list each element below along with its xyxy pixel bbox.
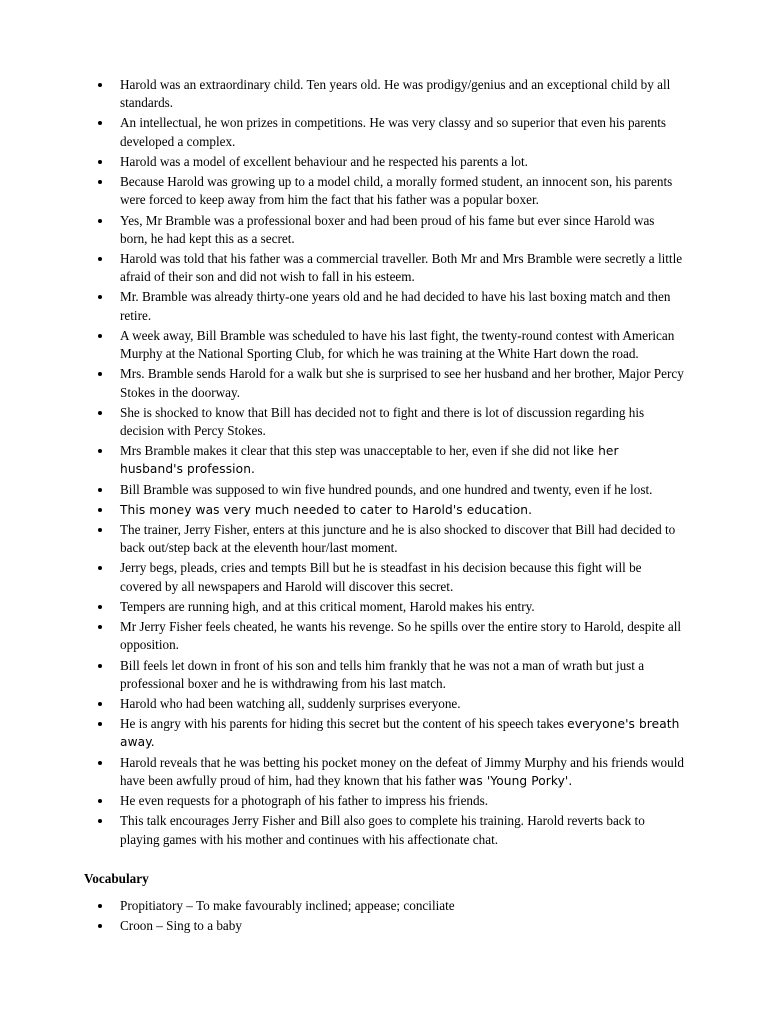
vocabulary-bullet-list [84, 897, 684, 935]
handwritten-text: This money was very much needed to cater to Harold's education. [120, 502, 533, 517]
list-item-text: Mr. Bramble was already thirty-one years old and he had decided to have his last boxing match and then retire. [120, 289, 671, 323]
list-item [84, 212, 684, 248]
list-item-text: The trainer, Jerry Fisher, enters at this juncture and he is also shocked to discover that Bill had decided to back out/step back at the eleventh hour/last moment. [120, 522, 676, 556]
list-item [84, 442, 684, 478]
list-item-text: This talk encourages Jerry Fisher and Bill also goes to complete his training. Harold reverts back to playing games with his mother and continues with his affectionate chat. [120, 813, 645, 847]
summary-bullet-list [84, 76, 684, 849]
list-item-text: Mr Jerry Fisher feels cheated, he wants his revenge. So he spills over the entire story to Harold, despite all opposition. [120, 619, 682, 653]
list-item-text: She is shocked to know that Bill has decided not to fight and there is lot of discussion regarding his decision with Percy Stokes. [120, 404, 645, 438]
list-item [84, 598, 684, 616]
list-item [84, 365, 684, 401]
vocabulary-item-text: Croon – Sing to a baby [120, 917, 242, 933]
list-item-text: Yes, Mr Bramble was a professional boxer and had been proud of his fame but ever since Harold was born, he had kept this as a secret. [120, 212, 655, 246]
list-item-text: Mrs Bramble makes it clear that this step was unacceptable to her, even if she did not [120, 443, 573, 459]
list-item [84, 715, 684, 751]
list-item [84, 250, 684, 286]
list-item-text: Because Harold was growing up to a model child, a morally formed student, an innocent son, his parents were forced to keep away from him the fact that his father was a popular boxer. [120, 174, 673, 208]
list-item [84, 114, 684, 150]
list-item [84, 501, 684, 519]
list-item [84, 521, 684, 557]
list-item-text: He even requests for a photograph of his father to impress his friends. [120, 793, 489, 809]
list-item-text: Mrs. Bramble sends Harold for a walk but she is surprised to see her husband and her brother, Major Percy Stokes in the doorway. [120, 366, 684, 400]
list-item [84, 404, 684, 440]
list-item-text: Harold who had been watching all, suddenly surprises everyone. [120, 696, 461, 711]
list-item-text: Jerry begs, pleads, cries and tempts Bill but he is steadfast in his decision because this fight will be covered by all newspapers and Harold will discover this secret. [120, 560, 642, 594]
vocabulary-item [84, 917, 684, 935]
list-item [84, 481, 684, 499]
list-item-text: Harold reveals that he was betting his pocket money on the defeat of Jimmy Murphy and his friends would have been awfully proud of him, had they known that his father [120, 754, 685, 788]
vocabulary-heading: Vocabulary [84, 870, 149, 886]
list-item [84, 327, 684, 363]
list-item [84, 153, 684, 171]
list-item-text: Bill Bramble was supposed to win five hundred pounds, and one hundred and twenty, even if he lost. [120, 481, 653, 497]
list-item-text: Harold was told that his father was a commercial traveller. Both Mr and Mrs Bramble were secretly a little afraid of their son and did not wish to fall in his esteem. [120, 250, 683, 285]
list-item [84, 76, 684, 112]
list-item-text: Tempers are running high, and at this critical moment, Harold makes his entry. [120, 598, 535, 614]
list-item-text: Harold was a model of excellent behaviour and he respected his parents a lot. [120, 153, 528, 169]
list-item [84, 559, 684, 595]
handwritten-text: everyone's breath away. [120, 717, 680, 750]
vocabulary-item [84, 897, 684, 915]
list-item [84, 792, 684, 810]
list-item-text: Bill feels let down in front of his son and tells him frankly that he was not a man of wrath but just a professional boxer and he is withdrawing from his last match. [120, 657, 645, 691]
handwritten-text: was 'Young Porky'. [458, 773, 573, 788]
list-item [84, 618, 684, 654]
list-item [84, 812, 684, 848]
list-item [84, 754, 684, 790]
list-item-text: An intellectual, he won prizes in competitions. He was very classy and so superior that even his parents developed a complex. [120, 115, 667, 149]
vocabulary-item-text: Propitiatory – To make favourably inclined; appease; conciliate [120, 897, 455, 913]
list-item-text: Harold was an extraordinary child. Ten years old. He was prodigy/genius and an exceptional child by all standards. [120, 77, 671, 111]
list-item [84, 173, 684, 209]
list-item-text: He is angry with his parents for hiding this secret but the content of his speech takes [120, 716, 568, 732]
list-item-text: A week away, Bill Bramble was scheduled to have his last fight, the twenty-round contest with American Murphy at the National Sporting Club, for which he was training at the White Hart down the road. [120, 327, 675, 362]
list-item [84, 288, 684, 324]
list-item [84, 657, 684, 693]
handwritten-text: like her husband's profession. [120, 444, 619, 477]
list-item [84, 695, 684, 713]
